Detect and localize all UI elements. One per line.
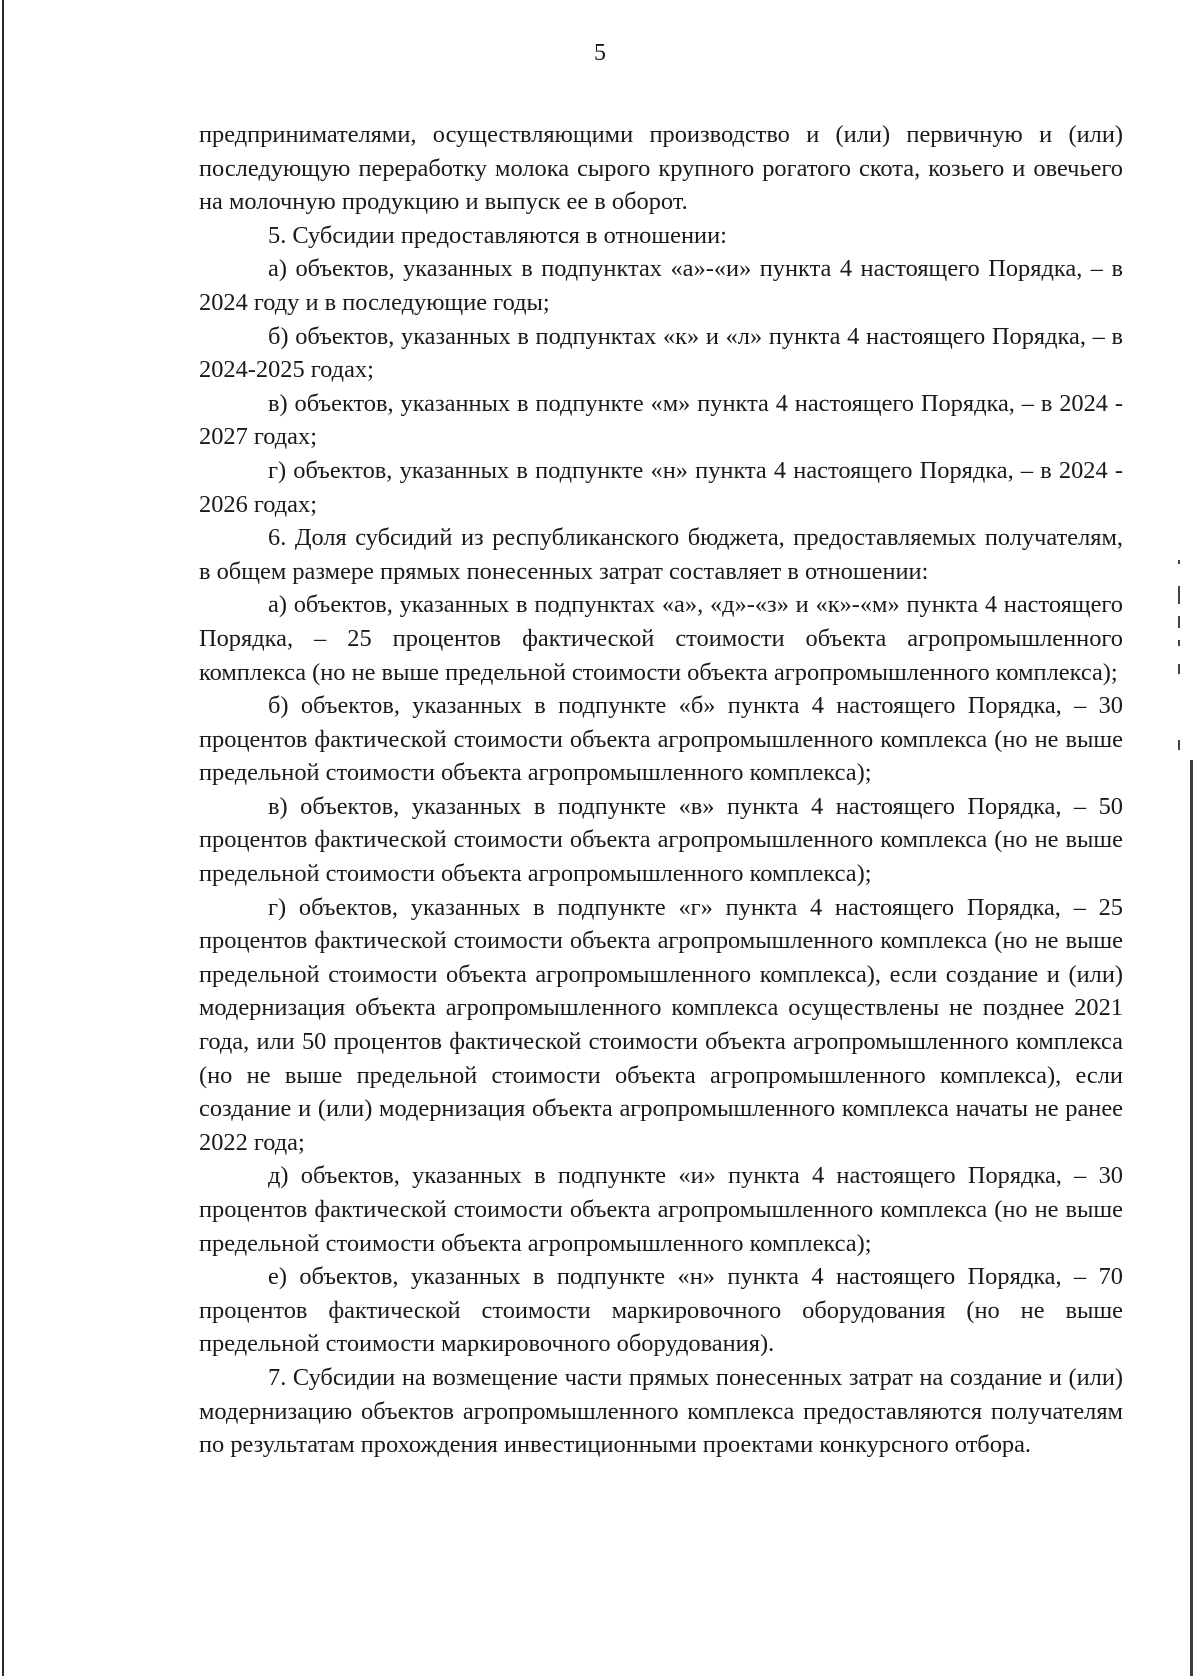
scan-specks: [1178, 560, 1182, 780]
paragraph-item-6a: а) объектов, указанных в подпунктах «а», «д»-«з» и «к»-«м» пункта 4 настоящего Порядка, – 25 процентов фактической стоимости объекта агропромышленного комплекса (но не выше предельной стоимости объекта агропромышленного комплекса);: [199, 591, 1123, 686]
paragraph-item-6e: е) объектов, указанных в подпункте «н» пункта 4 настоящего Порядка, – 70 процентов фактической стоимости маркировочного оборудования (но не выше предельной стоимости маркировочного оборудования).: [199, 1263, 1123, 1358]
document-body: [199, 118, 1123, 1462]
paragraph-item-5a: а) объектов, указанных в подпунктах «а»-«и» пункта 4 настоящего Порядка, – в 2024 году и в последующие годы;: [199, 255, 1123, 316]
paragraph-item-6v: в) объектов, указанных в подпункте «в» пункта 4 настоящего Порядка, – 50 процентов фактической стоимости объекта агропромышленного комплекса (но не выше предельной стоимости объекта агропромышленного комплекса);: [199, 792, 1123, 888]
paragraph-item-6g: г) объектов, указанных в подпункте «г» пункта 4 настоящего Порядка, – 25 процентов фактической стоимости объекта агропромышленного комплекса (но не выше предельной стоимости объекта агропромышленного комплекса), если создание и (или) модернизация объекта агропромышленного комплекса осуществлены не позднее 2021 года, или 50 процентов фактической стоимости объекта агропромышленного комплекса (но не выше предельной стоимости объекта агропромышленного комплекса), если создание и (или) модернизация объекта агропромышленного комплекса начаты не ранее 2022 года;: [199, 893, 1123, 1156]
paragraph-item-5g: г) объектов, указанных в подпункте «н» пункта 4 настоящего Порядка, – в 2024 - 2026 годах;: [199, 456, 1123, 518]
paragraph-item-7: 7. Субсидии на возмещение части прямых понесенных затрат на создание и (или) модернизацию объектов агропромышленного комплекса предоставляются получателям по результатам прохождения инвестиционными проектами конкурсного отбора.: [199, 1363, 1123, 1459]
paragraph-item-5: 5. Субсидии предоставляются в отношении:: [268, 221, 727, 249]
paragraph-continuation: предпринимателями, осуществляющими производство и (или) первичную и (или) последующую переработку молока сырого крупного рогатого скота, козьего и овечьего на молочную продукцию и выпуск ее в оборот.: [199, 121, 1123, 216]
scan-edge-left: [2, 0, 4, 1676]
paragraph-item-6b: б) объектов, указанных в подпункте «б» пункта 4 настоящего Порядка, – 30 процентов фактической стоимости объекта агропромышленного комплекса (но не выше предельной стоимости объекта агропромышленного комплекса);: [199, 692, 1123, 787]
page-number: 5: [594, 40, 606, 66]
scan-edge-right: [1190, 760, 1193, 1676]
paragraph-item-5b: б) объектов, указанных в подпунктах «к» и «л» пункта 4 настоящего Порядка, – в 2024-2025 годах;: [199, 322, 1123, 384]
paragraph-item-6d: д) объектов, указанных в подпункте «и» пункта 4 настоящего Порядка, – 30 процентов фактической стоимости объекта агропромышленного комплекса (но не выше предельной стоимости объекта агропромышленного комплекса);: [199, 1162, 1123, 1257]
paragraph-item-5v: в) объектов, указанных в подпункте «м» пункта 4 настоящего Порядка, – в 2024 - 2027 годах;: [199, 389, 1123, 451]
paragraph-item-6: 6. Доля субсидий из республиканского бюджета, предоставляемых получателям, в общем размере прямых понесенных затрат составляет в отношении:: [199, 524, 1123, 585]
